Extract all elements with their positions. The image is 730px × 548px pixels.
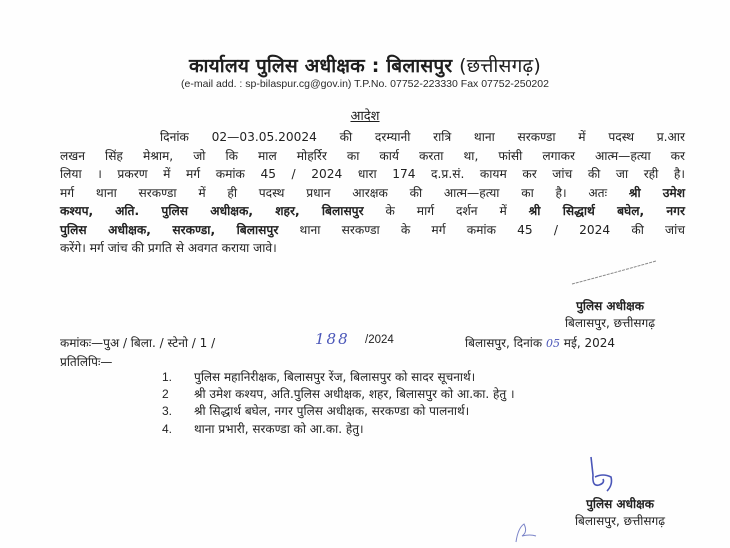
officer-designation-1: अति. पुलिस अधीक्षक, शहर, बिलासपुर: [115, 204, 364, 218]
copy-to-num: 3.: [162, 404, 173, 419]
copy-to-text: श्री उमेश कश्यप, अति.पुलिस अधीक्षक, शहर, बिलासपुर को आ.का. हेतु ।: [194, 387, 515, 402]
initial-stroke-icon: [570, 258, 660, 288]
order-line-2: लखन सिंह मेश्राम, जो कि माल मोहर्रिर का कार्य करता था, फांसी लगाकर आत्म—हत्या कर: [60, 148, 685, 163]
handwritten-dispatch-number: 188: [315, 330, 350, 348]
copy-to-num: 1.: [162, 370, 173, 384]
office-title: [0, 52, 730, 78]
order-line-4: [60, 184, 685, 203]
copy-to-text: पुलिस महानिरीक्षक, बिलासपुर रेंज, बिलासपुर को सादर सूचनार्थ।: [194, 370, 476, 384]
order-line-3: लिया । प्रकरण में मर्ग कमांक 45 / 2024 धारा 174 द.प्र.सं. कायम कर जांच की जा रही है।: [60, 167, 685, 181]
date-suffix: मई, 2024: [563, 336, 616, 350]
signature-block-2: [545, 496, 695, 530]
signatory-place-2: बिलासपुर, छत्तीसगढ़: [574, 514, 666, 528]
copy-to-list: [162, 369, 515, 438]
signature-icon: [583, 455, 623, 495]
contact-line: (e-mail add. : sp-bilaspur.cg@gov.in) T.P.No. 07752-223330 Fax 07752-250202: [181, 78, 549, 90]
copy-to-text: श्री सिद्धार्थ बघेल, नगर पुलिस अधीक्षक, सरकण्डा को पालनार्थ।: [194, 404, 470, 419]
copy-to-text: थाना प्रभारी, सरकण्डा को आ.का. हेतु।: [194, 421, 364, 436]
officer-name-1-cont: कश्यप,: [60, 204, 94, 218]
signature-block-1: [535, 298, 685, 332]
order-line-5: [60, 202, 685, 221]
handwritten-day: 05: [545, 337, 560, 350]
office-state: (छत्तीसगढ़): [459, 55, 542, 77]
reference-year: /2024: [365, 334, 394, 346]
reference-number: कमांकः—पुअ / बिला. / स्टेनो / 1 /: [60, 336, 216, 350]
office-name: कार्यालय पुलिस अधीक्षक : बिलासपुर: [188, 55, 453, 77]
place-date-prefix: बिलासपुर, दिनांक: [465, 336, 543, 350]
order-line-4-text: मर्ग थाना सरकण्डा में ही पदस्थ प्रधान आरक्षक की आत्म—हत्या का है। अतः: [60, 185, 608, 200]
copy-to-item: [162, 421, 515, 438]
copy-to-label: प्रतिलिपिः—: [60, 355, 113, 369]
officer-name-1: श्री उमेश: [628, 185, 685, 200]
copy-to-num: 2: [162, 387, 169, 402]
place-date: [465, 334, 615, 351]
copy-to-item: [162, 386, 515, 403]
signatory-place: बिलासपुर, छत्तीसगढ़: [564, 316, 656, 330]
order-line-6-text: थाना सरकण्डा के मर्ग कमांक 45 / 2024 की जांच: [299, 222, 685, 237]
initial-mark-icon: [512, 518, 542, 546]
order-line-7: करेंगे। मर्ग जांच की प्रगति से अवगत कराया जावे।: [60, 241, 277, 255]
signatory-designation-2: पुलिस अधीक्षक: [586, 497, 654, 511]
order-line-1: दिनांक 02—03.05.20024 की दरम्यानी रात्रि थाना सरकण्डा में पदस्थ प्र.आर: [160, 130, 685, 144]
order-heading-text: आदेश: [350, 109, 380, 124]
order-line-6: [60, 221, 685, 240]
copy-to-item: [162, 369, 515, 386]
officer-designation-2: पुलिस अधीक्षक, सरकण्डा, बिलासपुर: [60, 222, 279, 237]
order-line-5-text: के मार्ग दर्शन में: [385, 204, 507, 218]
copy-to-num: 4.: [162, 421, 173, 436]
signatory-designation: पुलिस अधीक्षक: [576, 299, 644, 313]
officer-name-2: श्री सिद्धार्थ बघेल, नगर: [528, 204, 686, 218]
copy-to-item: [162, 403, 515, 420]
order-heading: [0, 106, 730, 124]
order-body: [60, 128, 685, 258]
